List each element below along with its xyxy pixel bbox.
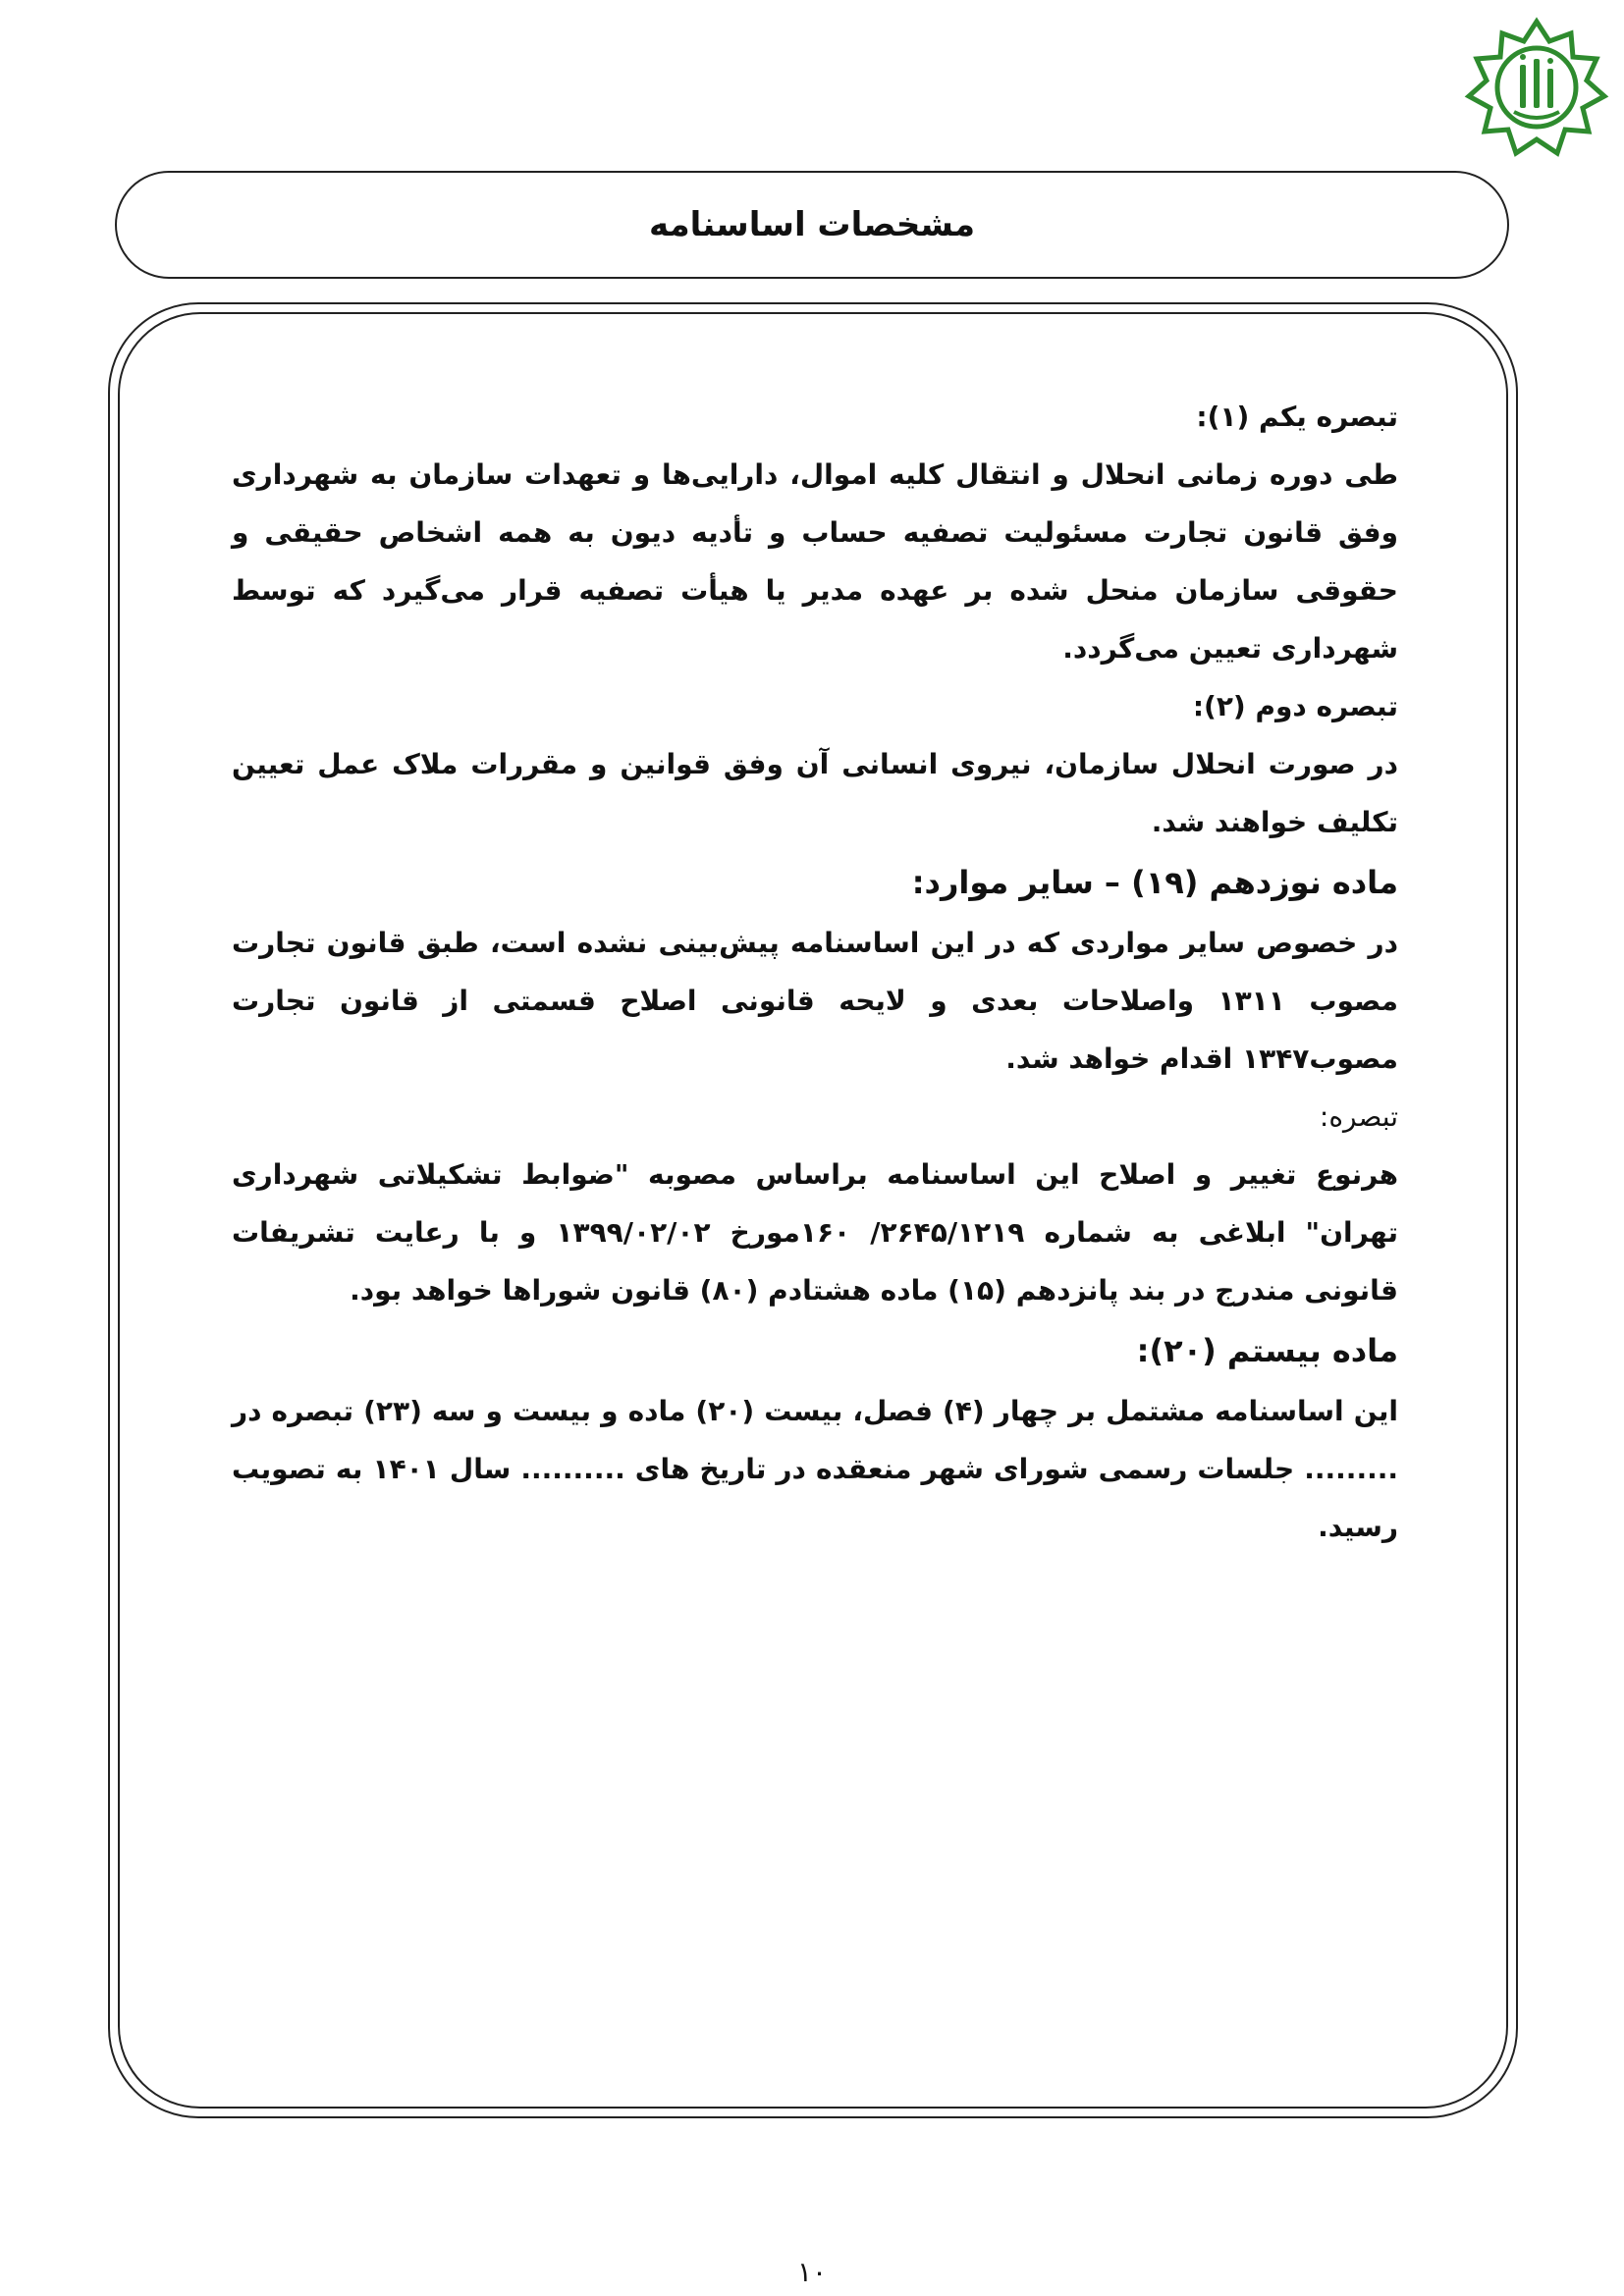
tabsare-2-text: در صورت انحلال سازمان، نیروی انسانی آن وفق قوانین و مقررات ملاک عمل تعیین تکلیف خواهند شد.	[232, 748, 1398, 838]
article-19-heading: ماده نوزدهم (۱۹) – سایر موارد:	[911, 864, 1398, 901]
page-title-box	[115, 171, 1509, 279]
note-heading: تبصره:	[1319, 1100, 1398, 1133]
note-text: هرنوع تغییر و اصلاح این اساسنامه براساس مصوبه "ضوابط تشکیلاتی شهرداری تهران" ابلاغی به شماره ۲۶۴۵/۱۲۱۹/ ۱۶۰مورخ ۱۳۹۹/۰۲/۰۲ و با رعایت تشریفات قانونی مندرج در بند پانزدهم (۱۵) ماده هشتادم (۸۰) قانون شوراها خواهد بود.	[232, 1158, 1399, 1307]
tabsare-1-heading: تبصره یکم (۱):	[1196, 400, 1398, 433]
article-19-text: در خصوص سایر مواردی که در این اساسنامه پیش‌بینی نشده است، طبق قانون تجارت مصوب ۱۳۱۱ واصلاحات بعدی و لایحه قانونی اصلاح قسمتی از قانون تجارت مصوب۱۳۴۷ اقدام خواهد شد.	[232, 927, 1398, 1075]
city-council-seal-icon	[1463, 14, 1610, 161]
page-title: مشخصات اساسنامه	[648, 205, 976, 244]
tabsare-1-text: طی دوره زمانی انحلال و انتقال کلیه اموال، دارایی‌ها و تعهدات سازمان به شهرداری وفق قانون تجارت مسئولیت تصفیه حساب و تأدیه دیون به همه اشخاص حقیقی و حقوقی سازمان منحل شده بر عهده مدیر یا هیأت تصفیه قرار می‌گیرد که توسط شهرداری تعیین می‌گردد.	[232, 458, 1398, 665]
page-number: ۱۰	[796, 2256, 828, 2288]
tehran-city-council-logo	[1463, 14, 1610, 161]
document-body	[232, 388, 1398, 1556]
article-20-text: این اساسنامه مشتمل بر چهار (۴) فصل، بیست (۲۰) ماده و بیست و سه (۲۳) تبصره در ......... جلسات رسمی شورای شهر منعقده در تاریخ های .......... سال ۱۴۰۱ به تصویب رسید.	[232, 1395, 1399, 1543]
article-20-heading: ماده بیستم (۲۰):	[1136, 1332, 1398, 1369]
tabsare-2-heading: تبصره دوم (۲):	[1192, 690, 1398, 722]
